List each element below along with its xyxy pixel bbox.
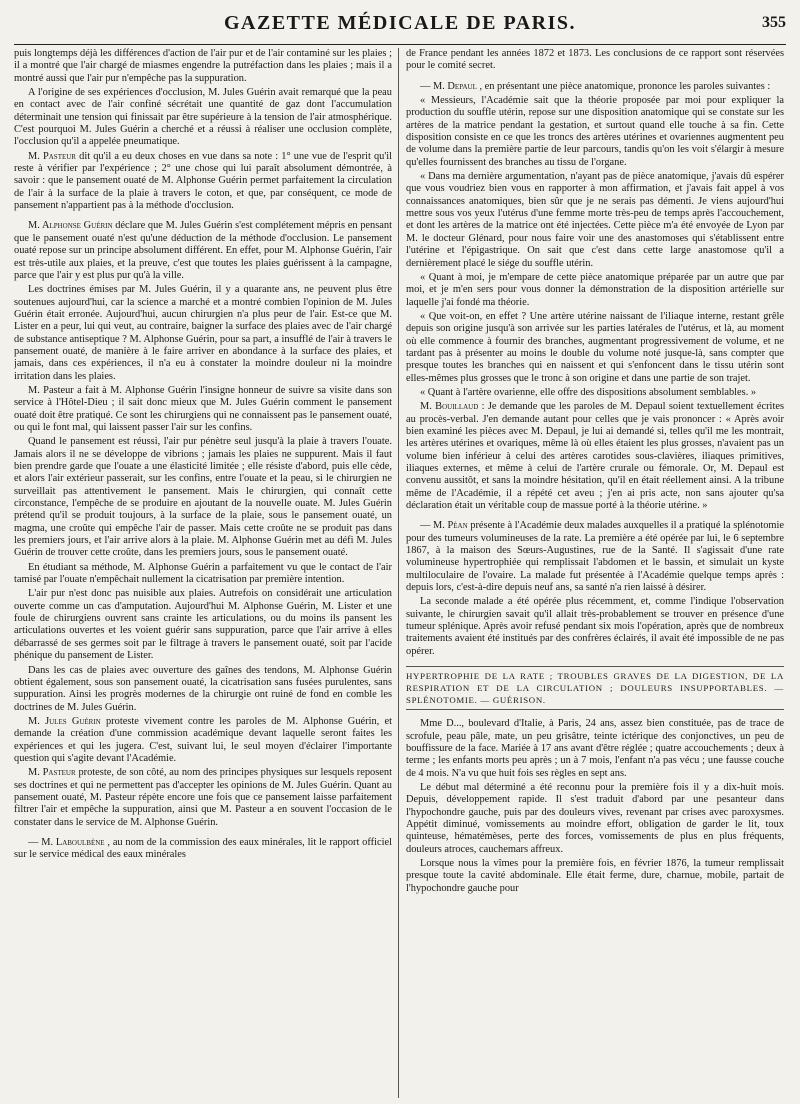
paragraph — [14, 767, 392, 829]
paragraph-text: En étudiant sa méthode, M. Alphonse Guérin a parfaitement vu que le contact de l'air tamisé par l'ouate n'empêchait nullement la cicatrisation par première intention. — [14, 561, 392, 586]
paragraph-text: « Messieurs, l'Académie sait que la théorie proposée par moi pour expliquer la production du souffle utérin, repose sur une disposition anatomique qui se constate sur les artères de la matrice pendant la gestation, et surtout quand elle touche à sa fin. Cette disposition consiste en ce que les troncs des artères utérines et ovariennes augmentent peu de volume dans la première partie de leur parcours, tandis qu'on les voit s'élargir à mesure qu'elles fournissent des branches au tissu de l'organe. — [406, 95, 784, 168]
paragraph-text: Le début mal déterminé a été reconnu pour la première fois il y a dix-huit mois. Depuis, développement rapide. Il s'est traduit d'abord par une pesanteur dans l'hypochondre gauche, puis par des douleurs vives, revenant par crises avec paroxysmes. Appétit diminué, vomissements au moindre effort, obligation de garder le lit, toux quinteuse, hématémèses, perte des forces, vomissements de plus en plus fréquents, douleurs atroces, cauchemars affreux. — [406, 781, 784, 855]
paragraph — [406, 311, 784, 385]
paragraph — [406, 48, 784, 73]
page-header — [14, 8, 786, 45]
paragraph — [14, 837, 392, 862]
paragraph-text: Lorsque nous la vîmes pour la première fois, en février 1876, la tumeur remplissait presque toute la cavité abdominale. Elle était ferme, dure, charnue, mobile, partait de l'hypochondre gauche pour — [406, 857, 784, 894]
speaker-name: M. Alphonse Guérin — [28, 220, 113, 232]
paragraph-text: A l'origine de ses expériences d'occlusion, M. Jules Guérin avait remarqué que la peau en contact avec de l'air confiné sécrétait une quantité de gaz dont l'accumulation déterminait une tension qui finissait par être supérieure à la tension de l'air atmosphérique. C'est pourquoi M. Jules Guérin a cherché et a réussi à réaliser une occlusion complète, l'occlusion qu'il a appelée pneumatique. — [14, 87, 392, 148]
speaker-name: — M. Laboulbène — [28, 836, 105, 848]
journal-title: GAZETTE MÉDICALE DE PARIS. — [223, 12, 577, 34]
paragraph — [406, 718, 784, 780]
paragraph — [406, 401, 784, 512]
paragraph-text: M. Pasteur a fait à M. Alphonse Guérin l'insigne honneur de suivre sa visite dans son service à l'Hôtel-Dieu ; il sait donc mieux que M. Jules Guérin comment le pansement ouaté doit être pratiqué. Ce sont les chirurgiens qui ne connaissent pas le pansement ouaté, ou qui le font mal, qui laissent passer l'air sur les confins. — [14, 384, 392, 433]
paragraph — [406, 272, 784, 309]
paragraph — [14, 436, 392, 559]
speaker-name: M. Jules Guérin — [28, 715, 101, 727]
speaker-name: — M. Depaul — [420, 80, 477, 92]
paragraph-text: « Quant à moi, je m'empare de cette pièce anatomique préparée par un autre que par moi, et je m'en sers pour vous donner la démonstration de la disposition artérielle sur laquelle j'ai fondé ma théorie. — [406, 271, 784, 308]
paragraph-text: déclare que M. Jules Guérin s'est complétement mépris en pensant que le pansement ouaté n'est qu'une déduction de la méthode d'occlusion. Le pansement ouaté repose sur un principe absolument différent. En effet, pour M. Alphonse Guérin, l'air est très-utile aux plaies, et la preuve, c'est que toutes les plaies guérissent à la campagne, parce que l'air y est plus pur qu'à la ville. — [14, 220, 392, 281]
paragraph-text: de France pendant les années 1872 et 1873. Les conclusions de ce rapport sont réservées pour le comité secret. — [406, 48, 784, 72]
column-divider — [398, 48, 399, 1098]
paragraph — [14, 716, 392, 765]
section-heading: HYPERTROPHIE DE LA RATE ; TROUBLES GRAVES DE LA DIGESTION, DE LA RESPIRATION ET DE LA CIRCULATION ; DOULEURS INSUPPORTABLES. — SPLÉNOTOMIE. — GUÉRISON. — [406, 666, 784, 710]
paragraph — [14, 284, 392, 383]
paragraph-text: dit qu'il a eu deux choses en vue dans sa note : 1° une vue de l'esprit qu'il reste à vérifier par l'expérience ; 2° une chose qui lui paraît absolument démontrée, à savoir : que le pansement ouaté de M. Alphonse Guérin permet parfaitement la circulation de l'air à la surface de la plaie à travers le coton, et que, par conséquent, ce mode de pansement n'appartient pas à la méthode d'occlusion. — [14, 150, 392, 212]
paragraph — [14, 220, 392, 282]
speaker-name: M. Pasteur — [28, 150, 76, 162]
paragraph-text: Quand le pansement est réussi, l'air pur pénètre seul jusqu'à la plaie à travers l'ouate. Jamais alors il ne se développe de vibrions ; jamais les plaies ne suppurent. Mais il faut bien prendre garde que l'ouate a une élasticité limitée ; elle résiste d'abord, puis elle cède, et alors l'air extérieur passerait, sur les confins, entre l'ouate et la peau, si le chirurgien ne surveillait pas attentivement le pansement. Mais le chirurgien, qui connaît cette circonstance, l'empêche de se produire en ajoutant de la nouvelle ouate. M. Jules Guérin prétend qu'il se produit toujours, à la surface de la plaie, sous le pansement ouaté, un magma, une croûte qui empêche l'air de passer. Mais cette croûte ne se produit pas dans les premiers jours, et l'air arrive alors à la plaie. M. Alphonse Guérin met au défi M. Jules Guérin de trouver cette croûte, dans les premiers jours, sous le pansement ouaté. — [14, 436, 392, 559]
paragraph-text: puis longtemps déjà les différences d'action de l'air pur et de l'air contaminé sur les plaies ; il a montré que l'air chargé de miasmes engendre la putréfaction dans les plaies ; mais il a montré aussi que l'air pur n'empêche pas la suppuration. — [14, 48, 392, 84]
paragraph-text: « Que voit-on, en effet ? Une artère utérine naissant de l'iliaque interne, restant grêle depuis son origine jusqu'à son arrivée sur les parties latérales de l'utérus, et là, au moment où elle commence à fournir des branches, augmentant progressivement de volume, et ne tardant pas à présenter au moins le double du volume noté jusque-là, sans compter que presque toutes les branches qui en naissent et qui s'enfoncent dans le tissu utérin sont elles-mêmes plus grosses que le tronc à son origine et dans une partie de son trajet. — [406, 310, 784, 384]
paragraph — [14, 665, 392, 714]
paragraph — [406, 387, 784, 399]
paragraph — [14, 48, 392, 85]
paragraph-text: « Quant à l'artère ovarienne, elle offre des dispositions absolument semblables. » — [420, 386, 757, 398]
speaker-name: M. Pasteur — [28, 767, 76, 779]
paragraph-text: proteste, de son côté, au nom des principes physiques sur lesquels reposent ses doctrines et qui ne permettent pas d'accepter les opinions de M. Jules Guérin. Quant au pansement ouaté, M. Pasteur répète encore une fois que ce pansement laisse parfaitement filtrer l'air et empêche la suppuration, ainsi que M. Pasteur a en souvent l'occasion de le constater dans le service de M. Alphonse Guérin. — [14, 767, 392, 828]
paragraph-text: « Dans ma dernière argumentation, n'ayant pas de pièce anatomique, j'avais dû espérer que vous voudriez bien vous en rapporter à mon affirmation, et j'avais fait appel à vos connaissances anatomiques, bien sûr que je ne serais pas démenti. Je viens aujourd'hui mettre sous vos yeux l'utérus d'une femme morte très-peu de temps après l'accouchement, et dont les artères de la matrice ont été injectées. Cette pièce m'a été envoyée de Lyon par M. le docteur Glénard, pour nous faire voir une des anastomoses qui s'établissent entre l'utérine et l'épigastrique. On sait que c'est dans cette large anastomose qu'il a dernièrement placé le siége du souffle utérin. — [406, 171, 784, 269]
page-number: 355 — [762, 14, 786, 31]
paragraph — [406, 596, 784, 658]
paragraph — [14, 87, 392, 149]
paragraph-text: proteste vivement contre les paroles de M. Alphonse Guérin, et demande la création d'une commission académique devant laquelle seront faites les expériences et qui les jugera. C'est, suivant lui, le seul moyen d'éclairer l'importante question qui s'agite devant l'Académie. — [14, 715, 392, 764]
paragraph — [14, 588, 392, 662]
right-column — [406, 48, 784, 1098]
speaker-name: M. Bouillaud — [420, 401, 479, 413]
paragraph — [406, 171, 784, 270]
paragraph — [406, 858, 784, 895]
speaker-name: — M. Péan — [420, 520, 468, 532]
paragraph — [406, 782, 784, 856]
paragraph-text: , au nom de la commission des eaux minérales, lit le rapport officiel sur le service médical des eaux minérales — [14, 836, 392, 861]
paragraph-text: La seconde malade a été opérée plus récemment, et, comme l'indique l'observation suivante, le chirurgien savait qu'il allait très-probablement se trouver en présence d'une tumeur splénique. Après avoir refusé pendant six mois l'opération, après que de nombreux traitements avaient été institués par des confrères éclairés, il avait été impossible de ne pas opérer. — [406, 596, 784, 657]
paragraph — [406, 520, 784, 594]
paragraph-text: , en présentant une pièce anatomique, prononce les paroles suivantes : — [479, 80, 771, 92]
paragraph — [406, 95, 784, 169]
paragraph-text: : Je demande que les paroles de M. Depaul soient textuellement écrites au procès-verbal. J'en demande autant pour celles que je vais prononcer : « Après avoir bien examiné les pièces avec M. Depaul, je lui ai demandé si, telles qu'il me les montrait, les artères utérines et ovariques, même là où elles étaient les plus grosses, n'avaient pas un volume bien inférieur à celui des artères carotides sous-clavières, iliaques primitives, iliaques externes, et même à celui de l'artère crurale ou fémorale. Or, M. Depaul est convenu aussitôt, et sans la moindre hésitation, qu'il en était réellement ainsi. A la tribune même de l'Académie, il a répété cet aveu ; j'en ai pris acte, non sans ajouter qu'sa déclaration était un véritable coup de massue porté à la théorie utérine. » — [406, 401, 784, 512]
paragraph — [14, 385, 392, 434]
paragraph-text: Mme D..., boulevard d'Italie, à Paris, 24 ans, assez bien constituée, pas de trace de scrofule, peau pâle, mate, un peu grisâtre, teinte ictérique des conjonctives, un peu de bouffissure de la face. Mariée à 17 ans avant d'être réglée ; quatre accouchements ; deux à terme ; les enfants morts peu après ; un à 7 mois, l'enfant n'a pas vécu ; une fausse couche de 4 mois. N'a vu que huit fois ses règles en sept ans. — [406, 718, 784, 779]
paragraph-text: L'air pur n'est donc pas nuisible aux plaies. Autrefois on considérait une articulation ouverte comme un cas d'amputation. Aujourd'hui M. Alphonse Guérin, M. Lister et une foule de chirurgiens ouvrent sans crainte les articulations, ou du moins ils pansent les articulations ouvertes et les voient guérir sans suppuration, parce que l'air arrive à elles débarrassé de ses germes soit par le filtrage à travers le pansement ouaté, soit par l'acide phénique du pansement de Lister. — [14, 588, 392, 662]
paragraph — [14, 151, 392, 213]
paragraph-text: Les doctrines émises par M. Jules Guérin, il y a quarante ans, ne peuvent plus être soutenues aujourd'hui, car la science a marché et a montré combien l'opinion de M. Jules Guérin était erronée. Aujourd'hui, aucun chirurgien n'a plus peur de l'air. Est-ce que M. Lister en a peur, lui qui veut, au contraire, baigner la surface des plaies avec de l'air chargé de substance antiseptique ? M. Alphonse Guérin, pour sa part, a insufflé de l'air à travers le pansement ouaté, de manière à le faire arriver en abondance à la surface des plaies, et jamais, dans ces expériences, il n'a eu à constater la moindre douleur ni la moindre irritation dans les plaies. — [14, 284, 392, 382]
paragraph — [14, 562, 392, 587]
paragraph-text: Dans les cas de plaies avec ouverture des gaînes des tendons, M. Alphonse Guérin obtient également, sous son pansement ouaté, la cicatrisation sans fusées purulentes, sans suppuration. Ainsi les progrès modernes de la chirurgie ont ruiné de fond en comble les doctrines de M. Jules Guérin. — [14, 664, 392, 713]
left-column — [14, 48, 392, 1098]
paragraph — [406, 81, 784, 93]
paragraph-text: présente à l'Académie deux malades auxquelles il a pratiqué la splénotomie pour des tumeurs volumineuses de la rate. La première a été opérée par lui, le 6 septembre 1867, à la maison des Sœurs-Augustines, rue de la Santé. Il s'agissait d'une rate volumineuse hypertrophiée qui remplissait l'abdomen et le bassin, et simulait un kyste multiloculaire de l'ovaire. La malade fut présentée à l'Académie quelque temps après : depuis lors, c'est-à-dire depuis neuf ans, sa santé n'a rien laissé à désirer. — [406, 520, 784, 594]
